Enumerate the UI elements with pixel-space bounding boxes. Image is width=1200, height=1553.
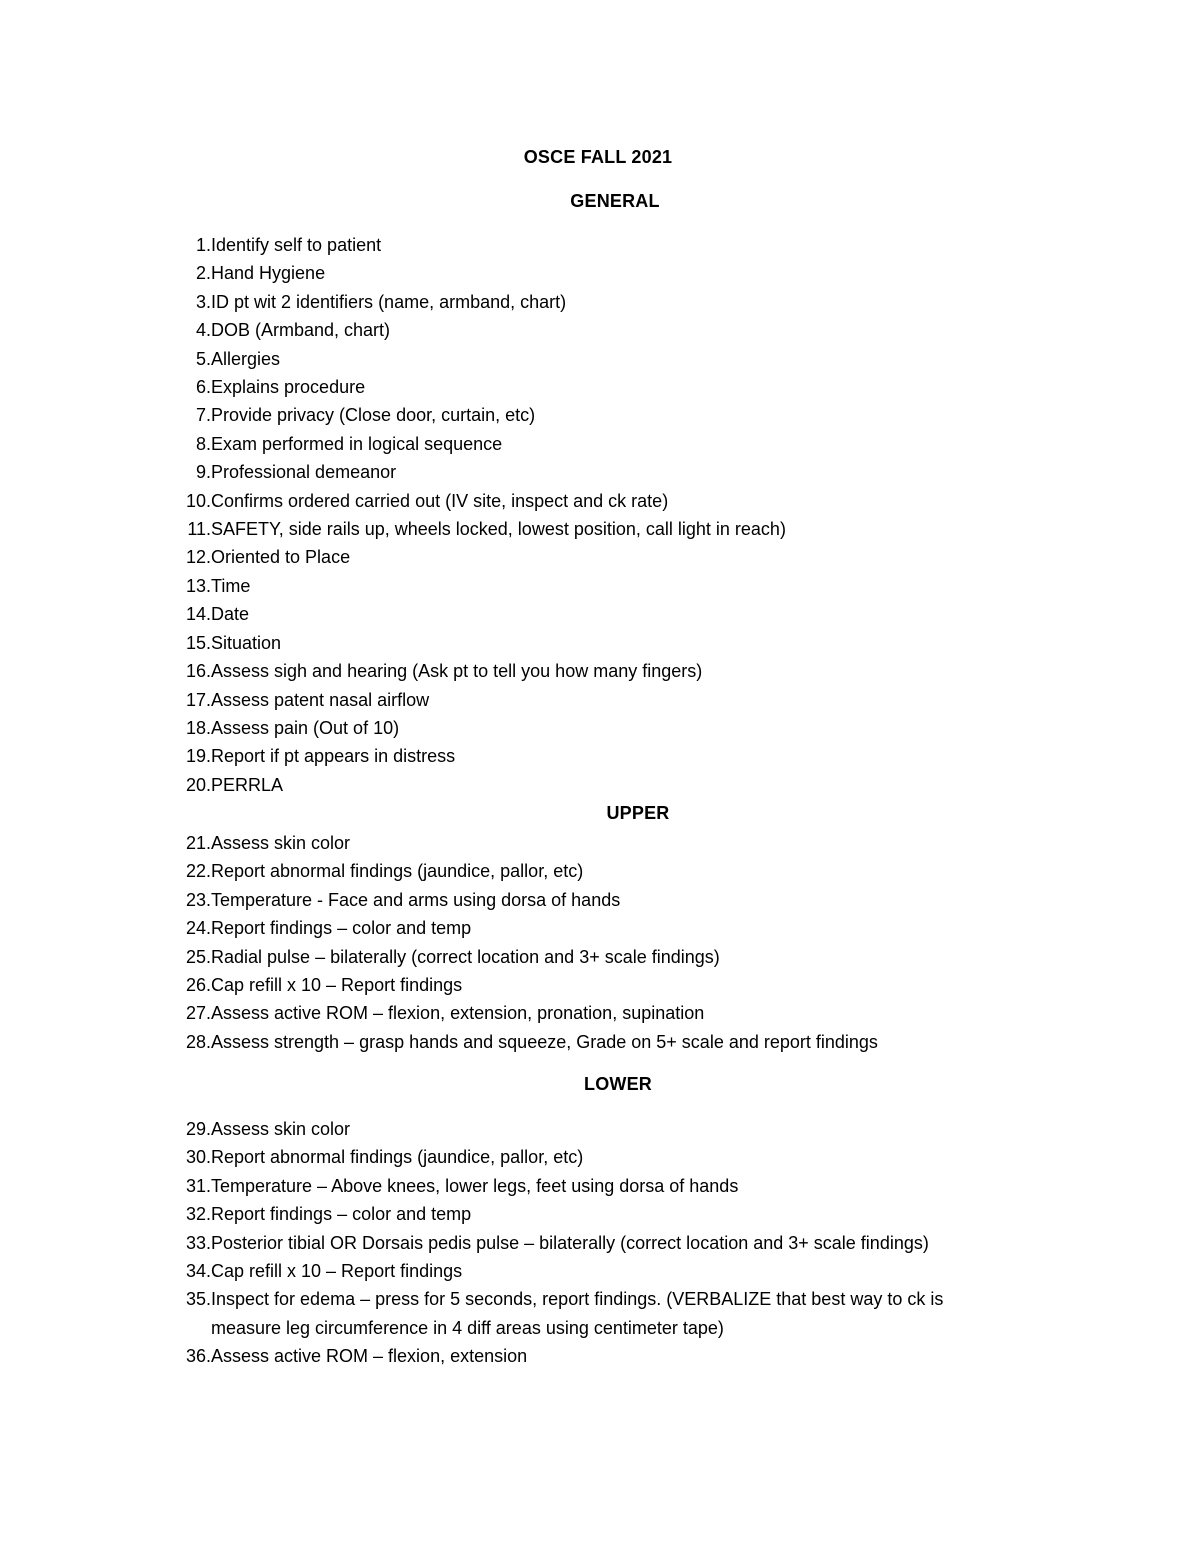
list-item (160, 1257, 1040, 1285)
list-item-number: 3. (195, 291, 211, 312)
section-heading-general: GENERAL (570, 191, 660, 211)
list-item-text: DOB (Armband, chart) (211, 320, 391, 341)
list-item-text: Assess skin color (211, 1119, 351, 1139)
list-item-number: 29. (185, 1119, 211, 1139)
list-item (160, 1115, 1040, 1143)
list-item-text: Report abnormal findings (jaundice, pallor, etc) (211, 1147, 584, 1168)
list-item-number: 22. (185, 861, 211, 882)
list-item-text: Temperature - Face and arms using dorsa of hands (211, 889, 621, 910)
list-item-number: 19. (185, 746, 211, 767)
list-item-text: Temperature – Above knees, lower legs, feet using dorsa of hands (211, 1175, 739, 1196)
list-item-number: 15. (185, 632, 211, 653)
list-item-text: Report abnormal findings (jaundice, pallor, etc) (211, 861, 584, 882)
list-item-number: 12. (185, 547, 211, 568)
list-item-text: SAFETY, side rails up, wheels locked, lowest position, call light in reach) (211, 519, 786, 540)
list-item-number: 7. (195, 405, 211, 426)
list-item-text: Allergies (211, 348, 281, 369)
list-item (160, 1028, 1040, 1056)
list-item-text: Hand Hygiene (211, 263, 326, 284)
list-item-number: 11. (187, 519, 211, 540)
list-item (160, 430, 1040, 458)
list-item (160, 714, 1040, 742)
list-item (160, 742, 1040, 770)
list-item-number: 16. (185, 661, 211, 682)
document-title: OSCE FALL 2021 (523, 147, 673, 167)
list-item (160, 686, 1040, 714)
list-item (160, 857, 1040, 885)
list-item-number: 5. (195, 348, 211, 369)
list-item-text: Assess patent nasal airflow (211, 689, 430, 710)
list-item-text: Assess strength – grasp hands and squeeze, Grade on 5+ scale and report findings (211, 1031, 878, 1052)
list-item-number: 30. (185, 1147, 211, 1168)
list-item-text: Oriented to Place (211, 547, 351, 568)
list-item-number: 1. (195, 235, 211, 255)
list-item (160, 829, 1040, 857)
list-item-number: 34. (185, 1261, 211, 1282)
list-item (160, 373, 1040, 401)
list-item-number: 23. (185, 889, 211, 910)
list-item (160, 543, 1040, 571)
list-item-number: 28. (185, 1031, 211, 1052)
list-item-number: 32. (185, 1204, 211, 1225)
list-item-text: Radial pulse – bilaterally (correct location and 3+ scale findings) (211, 946, 720, 967)
list-item (160, 1285, 1040, 1342)
list-item (160, 886, 1040, 914)
list-item-number: 36. (185, 1346, 211, 1367)
list-item (160, 316, 1040, 344)
list-item-number: 18. (185, 717, 211, 738)
list-item-number: 25. (185, 946, 211, 967)
list-item-text: Provide privacy (Close door, curtain, etc) (211, 405, 536, 426)
list-item-text: Report if pt appears in distress (211, 746, 456, 767)
list-item-number: 6. (195, 377, 211, 398)
list-item-number: 14. (185, 604, 211, 625)
list-item (160, 487, 1040, 515)
list-item (160, 288, 1040, 316)
checklist-general (160, 231, 1040, 799)
list-item-number: 8. (195, 433, 211, 454)
list-item-number: 27. (185, 1003, 211, 1024)
list-item (160, 1143, 1040, 1171)
list-item (160, 458, 1040, 486)
list-item (160, 1229, 1040, 1257)
list-item (160, 971, 1040, 999)
list-item-number: 31. (185, 1175, 211, 1196)
list-item (160, 231, 1040, 259)
list-item (160, 943, 1040, 971)
checklist-upper (160, 829, 1040, 1056)
section-heading-upper: UPPER (606, 803, 670, 823)
list-item-text: Assess skin color (211, 833, 351, 853)
list-item-number: 35. (185, 1289, 211, 1310)
list-item-text: Posterior tibial OR Dorsais pedis pulse – bilaterally (correct location and 3+ scale findings) (211, 1232, 929, 1253)
list-item-number: 17. (185, 689, 211, 710)
list-item (160, 600, 1040, 628)
list-item-number: 9. (195, 462, 211, 483)
list-item-text: Report findings – color and temp (211, 918, 472, 939)
list-item-text: Cap refill x 10 – Report findings (211, 1261, 463, 1282)
list-item (160, 1200, 1040, 1228)
list-item-text: Explains procedure (211, 377, 366, 398)
list-item (160, 914, 1040, 942)
list-item (160, 401, 1040, 429)
list-item-text: ID pt wit 2 identifiers (name, armband, chart) (211, 291, 567, 312)
list-item-text: Confirms ordered carried out (IV site, inspect and ck rate) (211, 490, 669, 511)
list-item-text: Time (211, 575, 251, 596)
list-item-text: Date (211, 604, 250, 625)
list-item (160, 259, 1040, 287)
list-item-number: 20. (185, 774, 211, 795)
list-item (160, 1342, 1040, 1370)
list-item (160, 1172, 1040, 1200)
list-item (160, 629, 1040, 657)
list-item-number: 2. (195, 263, 211, 284)
list-item-text: Situation (211, 632, 282, 653)
list-item (160, 572, 1040, 600)
list-item (160, 771, 1040, 799)
section-heading-lower: LOWER (584, 1074, 652, 1094)
list-item-text: Cap refill x 10 – Report findings (211, 975, 463, 996)
list-item-number: 24. (185, 918, 211, 939)
list-item-text: Professional demeanor (211, 462, 397, 483)
list-item (160, 999, 1040, 1027)
list-item-number: 4. (195, 320, 211, 341)
checklist-lower (160, 1115, 1040, 1371)
list-item-number: 13. (185, 575, 211, 596)
list-item-text: Assess sigh and hearing (Ask pt to tell you how many fingers) (211, 661, 703, 682)
list-item-text: Inspect for edema – press for 5 seconds, report findings. (VERBALIZE that best way to ck is measure leg circumference in 4 diff areas using centimeter tape) (211, 1289, 944, 1338)
list-item-number: 26. (185, 975, 211, 996)
list-item (160, 515, 1040, 543)
list-item (160, 345, 1040, 373)
list-item-text: Report findings – color and temp (211, 1204, 472, 1225)
list-item-text: PERRLA (211, 774, 284, 795)
list-item-text: Exam performed in logical sequence (211, 433, 503, 454)
list-item-text: Identify self to patient (211, 235, 382, 255)
list-item (160, 657, 1040, 685)
list-item-text: Assess active ROM – flexion, extension (211, 1346, 528, 1367)
list-item-number: 33. (185, 1232, 211, 1253)
list-item-text: Assess active ROM – flexion, extension, pronation, supination (211, 1003, 705, 1024)
list-item-number: 21. (185, 833, 211, 853)
list-item-text: Assess pain (Out of 10) (211, 717, 400, 738)
list-item-number: 10. (185, 490, 211, 511)
